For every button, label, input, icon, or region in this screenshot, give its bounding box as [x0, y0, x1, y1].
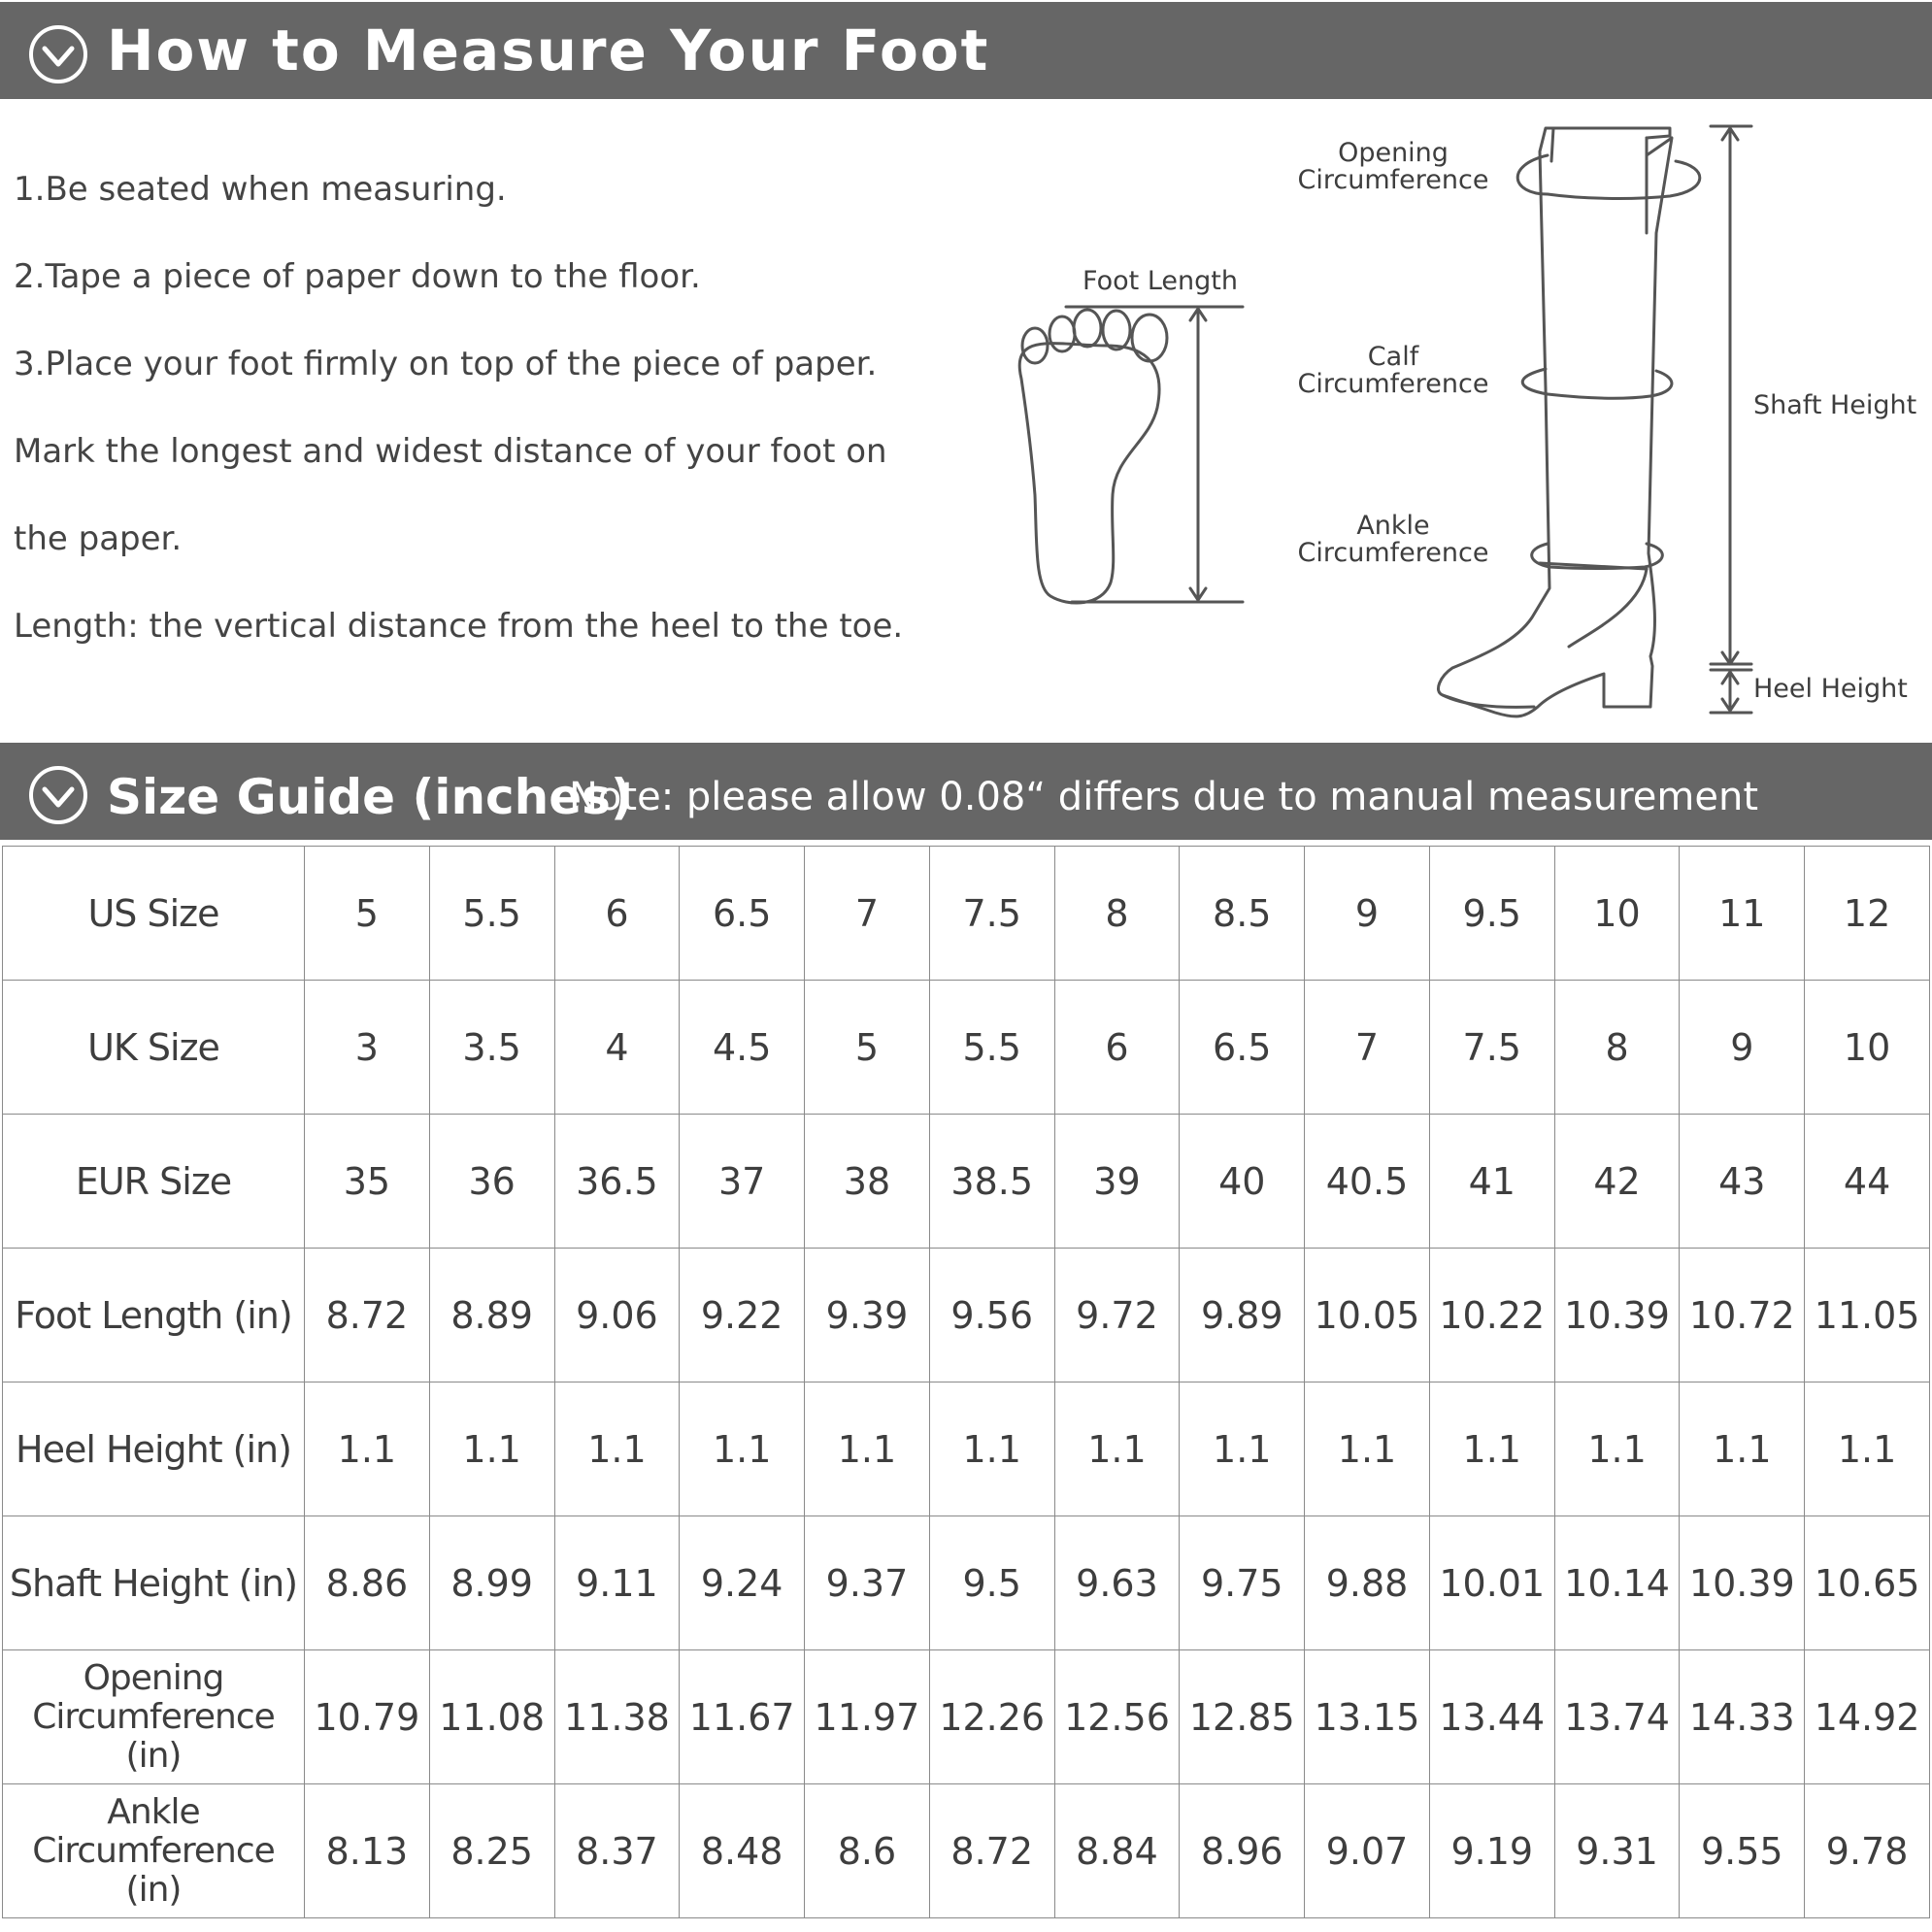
table-cell: 1.1 — [305, 1382, 430, 1516]
table-cell: 8.86 — [305, 1516, 430, 1650]
table-cell: 12.56 — [1054, 1650, 1180, 1784]
table-cell: 10.65 — [1805, 1516, 1930, 1650]
table-cell: 9 — [1680, 981, 1805, 1115]
table-cell: 9.24 — [680, 1516, 805, 1650]
table-cell: 5.5 — [429, 847, 554, 981]
table-cell: 9.5 — [929, 1516, 1054, 1650]
table-cell: 37 — [680, 1115, 805, 1249]
table-cell: 10.39 — [1680, 1516, 1805, 1650]
table-cell: 8.72 — [305, 1249, 430, 1382]
table-row — [3, 1382, 1930, 1516]
table-cell: 9.78 — [1805, 1784, 1930, 1918]
size-guide-note: Note: please allow 0.08“ differs due to manual measurement — [569, 775, 1758, 819]
shaft-height-arrow — [1711, 126, 1751, 664]
table-cell: 12.26 — [929, 1650, 1054, 1784]
row-header-line2: Circumference (in) — [32, 1830, 275, 1910]
table-cell: 8.13 — [305, 1784, 430, 1918]
measurement-diagram — [0, 0, 1932, 738]
opening-label-line2: Circumference — [1297, 165, 1489, 195]
table-cell: 9.56 — [929, 1249, 1054, 1382]
table-cell: 9.11 — [554, 1516, 680, 1650]
table-row — [3, 1650, 1930, 1784]
table-cell: 6 — [1054, 981, 1180, 1115]
ankle-label-line1: Ankle — [1356, 511, 1430, 541]
table-cell: 9.5 — [1429, 847, 1554, 981]
table-cell: 9.89 — [1180, 1249, 1305, 1382]
table-cell: 14.92 — [1805, 1650, 1930, 1784]
table-cell: 3.5 — [429, 981, 554, 1115]
table-cell: 5 — [305, 847, 430, 981]
table-cell: 9.37 — [805, 1516, 930, 1650]
table-cell: 9.39 — [805, 1249, 930, 1382]
step-3: 3.Place your foot firmly on top of the piece of paper. — [14, 345, 878, 383]
table-cell: 3 — [305, 981, 430, 1115]
table-cell: 8.99 — [429, 1516, 554, 1650]
table-row — [3, 847, 1930, 981]
table-cell: 10 — [1805, 981, 1930, 1115]
row-header-line1: Opening — [83, 1657, 224, 1698]
table-cell: 8.72 — [929, 1784, 1054, 1918]
table-cell: 14.33 — [1680, 1650, 1805, 1784]
table-cell: 36 — [429, 1115, 554, 1249]
table-cell: 13.44 — [1429, 1650, 1554, 1784]
table-cell: 38.5 — [929, 1115, 1054, 1249]
table-cell: 11 — [1680, 847, 1805, 981]
table-cell: 1.1 — [1680, 1382, 1805, 1516]
table-cell: 10.39 — [1554, 1249, 1680, 1382]
table-cell: 9 — [1305, 847, 1430, 981]
calf-label-line2: Circumference — [1297, 369, 1489, 399]
step-2: 2.Tape a piece of paper down to the floor. — [14, 257, 701, 296]
table-cell: 11.97 — [805, 1650, 930, 1784]
opening-ring — [1517, 155, 1700, 198]
table-cell: 12.85 — [1180, 1650, 1305, 1784]
table-cell: 11.67 — [680, 1650, 805, 1784]
ankle-label-line2: Circumference — [1297, 538, 1489, 568]
table-cell: 1.1 — [429, 1382, 554, 1516]
table-cell: 13.74 — [1554, 1650, 1680, 1784]
table-cell: 9.72 — [1054, 1249, 1180, 1382]
table-cell: 44 — [1805, 1115, 1930, 1249]
table-cell: 10 — [1554, 847, 1680, 981]
row-header: EUR Size — [3, 1115, 305, 1249]
table-cell: 9.55 — [1680, 1784, 1805, 1918]
table-row — [3, 1115, 1930, 1249]
table-cell: 9.19 — [1429, 1784, 1554, 1918]
table-cell: 1.1 — [1805, 1382, 1930, 1516]
table-cell: 6.5 — [680, 847, 805, 981]
table-cell: 1.1 — [1305, 1382, 1430, 1516]
table-cell: 4 — [554, 981, 680, 1115]
row-header — [3, 1650, 305, 1784]
row-header: US Size — [3, 847, 305, 981]
step-1: 1.Be seated when measuring. — [14, 170, 507, 209]
length-definition: Length: the vertical distance from the heel to the toe. — [14, 607, 904, 646]
table-cell: 5 — [805, 981, 930, 1115]
table-cell: 9.63 — [1054, 1516, 1180, 1650]
table-cell: 40 — [1180, 1115, 1305, 1249]
table-cell: 1.1 — [554, 1382, 680, 1516]
row-header: Heel Height (in) — [3, 1382, 305, 1516]
foot-outline-icon — [1019, 310, 1167, 603]
ankle-label — [1289, 513, 1497, 567]
table-cell: 38 — [805, 1115, 930, 1249]
table-row — [3, 1516, 1930, 1650]
table-cell: 7.5 — [929, 847, 1054, 981]
table-cell: 9.75 — [1180, 1516, 1305, 1650]
row-header: Shaft Height (in) — [3, 1516, 305, 1650]
foot-length-arrow — [1066, 307, 1243, 602]
table-cell: 4.5 — [680, 981, 805, 1115]
table-cell: 8.96 — [1180, 1784, 1305, 1918]
row-header: Foot Length (in) — [3, 1249, 305, 1382]
shaft-height-label: Shaft Height — [1753, 390, 1917, 420]
row-header-line2: Circumference (in) — [32, 1696, 275, 1776]
table-cell: 12 — [1805, 847, 1930, 981]
table-row — [3, 981, 1930, 1115]
table-cell: 8 — [1554, 981, 1680, 1115]
table-cell: 10.79 — [305, 1650, 430, 1784]
table-cell: 9.31 — [1554, 1784, 1680, 1918]
table-cell: 39 — [1054, 1115, 1180, 1249]
measure-title: How to Measure Your Foot — [107, 17, 990, 83]
heel-height-label: Heel Height — [1753, 674, 1908, 704]
table-cell: 43 — [1680, 1115, 1805, 1249]
size-table — [2, 846, 1930, 1918]
table-cell: 7 — [1305, 981, 1430, 1115]
table-cell: 8.48 — [680, 1784, 805, 1918]
step-3-cont: Mark the longest and widest distance of your foot on — [14, 432, 887, 471]
table-cell: 8.37 — [554, 1784, 680, 1918]
table-cell: 41 — [1429, 1115, 1554, 1249]
table-cell: 9.22 — [680, 1249, 805, 1382]
table-cell: 1.1 — [805, 1382, 930, 1516]
table-cell: 10.05 — [1305, 1249, 1430, 1382]
table-cell: 1.1 — [680, 1382, 805, 1516]
boot-outline-icon — [1438, 128, 1672, 716]
row-header-line1: Ankle — [107, 1791, 200, 1832]
table-cell: 9.07 — [1305, 1784, 1430, 1918]
table-row — [3, 1784, 1930, 1918]
table-cell: 10.14 — [1554, 1516, 1680, 1650]
size-guide-banner — [0, 743, 1932, 840]
table-cell: 11.08 — [429, 1650, 554, 1784]
table-row — [3, 1249, 1930, 1382]
table-cell: 10.01 — [1429, 1516, 1554, 1650]
table-cell: 36.5 — [554, 1115, 680, 1249]
size-guide-title: Size Guide (inches) — [107, 769, 633, 825]
table-cell: 1.1 — [929, 1382, 1054, 1516]
table-cell: 8.6 — [805, 1784, 930, 1918]
foot-length-label: Foot Length — [1083, 266, 1238, 296]
calf-label — [1289, 344, 1497, 398]
table-cell: 10.72 — [1680, 1249, 1805, 1382]
table-cell: 9.06 — [554, 1249, 680, 1382]
opening-label — [1289, 140, 1497, 194]
table-cell: 7.5 — [1429, 981, 1554, 1115]
table-cell: 1.1 — [1554, 1382, 1680, 1516]
chevron-down-circle-icon — [27, 764, 89, 826]
table-cell: 6.5 — [1180, 981, 1305, 1115]
table-cell: 9.88 — [1305, 1516, 1430, 1650]
table-cell: 11.05 — [1805, 1249, 1930, 1382]
table-cell: 8.25 — [429, 1784, 554, 1918]
step-3-cont-2: the paper. — [14, 519, 183, 558]
table-cell: 40.5 — [1305, 1115, 1430, 1249]
table-cell: 35 — [305, 1115, 430, 1249]
table-cell: 1.1 — [1180, 1382, 1305, 1516]
table-cell: 5.5 — [929, 981, 1054, 1115]
table-cell: 7 — [805, 847, 930, 981]
table-cell: 42 — [1554, 1115, 1680, 1249]
heel-height-arrow — [1711, 670, 1751, 713]
table-cell: 10.22 — [1429, 1249, 1554, 1382]
table-cell: 1.1 — [1054, 1382, 1180, 1516]
opening-label-line1: Opening — [1338, 138, 1449, 168]
table-cell: 8.84 — [1054, 1784, 1180, 1918]
table-cell: 8.89 — [429, 1249, 554, 1382]
row-header: UK Size — [3, 981, 305, 1115]
table-cell: 11.38 — [554, 1650, 680, 1784]
table-cell: 8.5 — [1180, 847, 1305, 981]
calf-label-line1: Calf — [1367, 342, 1419, 372]
table-cell: 13.15 — [1305, 1650, 1430, 1784]
table-cell: 6 — [554, 847, 680, 981]
table-cell: 1.1 — [1429, 1382, 1554, 1516]
row-header — [3, 1784, 305, 1918]
table-cell: 8 — [1054, 847, 1180, 981]
